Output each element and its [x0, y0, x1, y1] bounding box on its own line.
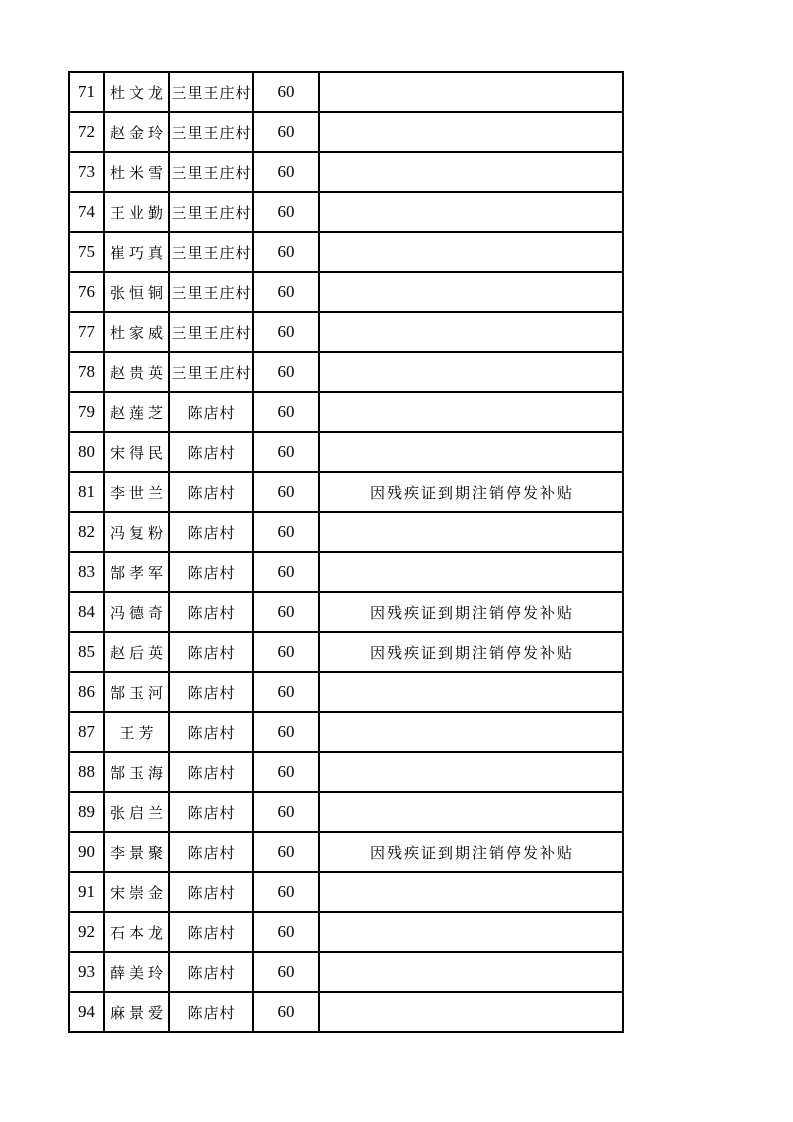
table-row: [69, 832, 623, 872]
amount-cell: 60: [253, 952, 319, 992]
remark-cell: 因残疾证到期注销停发补贴: [319, 832, 623, 872]
row-number-cell: 86: [69, 672, 104, 712]
name-cell: 杜文龙: [104, 72, 169, 112]
table-row: [69, 472, 623, 512]
name-cell: 杜家威: [104, 312, 169, 352]
remark-cell: [319, 872, 623, 912]
row-number-cell: 87: [69, 712, 104, 752]
row-number-cell: 78: [69, 352, 104, 392]
table-body: [69, 72, 623, 1032]
village-cell: 陈店村: [169, 912, 253, 952]
village-cell: 三里王庄村: [169, 192, 253, 232]
table-row: [69, 672, 623, 712]
village-cell: 陈店村: [169, 832, 253, 872]
row-number-cell: 74: [69, 192, 104, 232]
remark-cell: [319, 232, 623, 272]
table-row: [69, 72, 623, 112]
amount-cell: 60: [253, 832, 319, 872]
amount-cell: 60: [253, 432, 319, 472]
amount-cell: 60: [253, 272, 319, 312]
village-cell: 陈店村: [169, 592, 253, 632]
remark-cell: [319, 272, 623, 312]
name-cell: 石本龙: [104, 912, 169, 952]
remark-cell: [319, 72, 623, 112]
remark-cell: [319, 192, 623, 232]
amount-cell: 60: [253, 672, 319, 712]
amount-cell: 60: [253, 512, 319, 552]
village-cell: 陈店村: [169, 952, 253, 992]
remark-cell: [319, 512, 623, 552]
village-cell: 陈店村: [169, 632, 253, 672]
name-cell: 王芳: [104, 712, 169, 752]
amount-cell: 60: [253, 232, 319, 272]
amount-cell: 60: [253, 632, 319, 672]
remark-cell: [319, 552, 623, 592]
row-number-cell: 72: [69, 112, 104, 152]
amount-cell: 60: [253, 152, 319, 192]
remark-cell: [319, 792, 623, 832]
row-number-cell: 89: [69, 792, 104, 832]
village-cell: 陈店村: [169, 392, 253, 432]
amount-cell: 60: [253, 112, 319, 152]
row-number-cell: 90: [69, 832, 104, 872]
remark-cell: [319, 152, 623, 192]
remark-cell: [319, 712, 623, 752]
village-cell: 陈店村: [169, 752, 253, 792]
name-cell: 宋得民: [104, 432, 169, 472]
table-row: [69, 272, 623, 312]
remark-cell: [319, 912, 623, 952]
village-cell: 陈店村: [169, 672, 253, 712]
amount-cell: 60: [253, 472, 319, 512]
table-row: [69, 952, 623, 992]
remark-cell: [319, 952, 623, 992]
amount-cell: 60: [253, 552, 319, 592]
village-cell: 三里王庄村: [169, 312, 253, 352]
amount-cell: 60: [253, 992, 319, 1032]
remark-cell: [319, 432, 623, 472]
table-row: [69, 512, 623, 552]
table-row: [69, 152, 623, 192]
table-row: [69, 392, 623, 432]
table-row: [69, 432, 623, 472]
row-number-cell: 82: [69, 512, 104, 552]
row-number-cell: 73: [69, 152, 104, 192]
village-cell: 三里王庄村: [169, 112, 253, 152]
name-cell: 郜玉河: [104, 672, 169, 712]
amount-cell: 60: [253, 192, 319, 232]
table-row: [69, 872, 623, 912]
amount-cell: 60: [253, 752, 319, 792]
name-cell: 杜米雪: [104, 152, 169, 192]
name-cell: 王业勤: [104, 192, 169, 232]
row-number-cell: 83: [69, 552, 104, 592]
name-cell: 赵贵英: [104, 352, 169, 392]
amount-cell: 60: [253, 392, 319, 432]
table-row: [69, 232, 623, 272]
name-cell: 张启兰: [104, 792, 169, 832]
remark-cell: 因残疾证到期注销停发补贴: [319, 632, 623, 672]
remark-cell: [319, 992, 623, 1032]
row-number-cell: 84: [69, 592, 104, 632]
village-cell: 三里王庄村: [169, 152, 253, 192]
village-cell: 陈店村: [169, 792, 253, 832]
row-number-cell: 77: [69, 312, 104, 352]
name-cell: 宋崇金: [104, 872, 169, 912]
amount-cell: 60: [253, 312, 319, 352]
table-row: [69, 312, 623, 352]
table-row: [69, 792, 623, 832]
remark-cell: [319, 112, 623, 152]
row-number-cell: 76: [69, 272, 104, 312]
village-cell: 陈店村: [169, 472, 253, 512]
row-number-cell: 91: [69, 872, 104, 912]
village-cell: 三里王庄村: [169, 72, 253, 112]
name-cell: 李世兰: [104, 472, 169, 512]
row-number-cell: 92: [69, 912, 104, 952]
amount-cell: 60: [253, 792, 319, 832]
row-number-cell: 79: [69, 392, 104, 432]
name-cell: 赵后英: [104, 632, 169, 672]
village-cell: 陈店村: [169, 552, 253, 592]
name-cell: 郜孝军: [104, 552, 169, 592]
table-row: [69, 352, 623, 392]
table-row: [69, 912, 623, 952]
name-cell: 赵金玲: [104, 112, 169, 152]
row-number-cell: 81: [69, 472, 104, 512]
row-number-cell: 85: [69, 632, 104, 672]
village-cell: 三里王庄村: [169, 352, 253, 392]
remark-cell: [319, 752, 623, 792]
table-row: [69, 992, 623, 1032]
remark-cell: [319, 672, 623, 712]
name-cell: 郜玉海: [104, 752, 169, 792]
name-cell: 赵莲芝: [104, 392, 169, 432]
village-cell: 陈店村: [169, 512, 253, 552]
remark-cell: [319, 392, 623, 432]
name-cell: 崔巧真: [104, 232, 169, 272]
table-row: [69, 552, 623, 592]
table-row: [69, 592, 623, 632]
village-cell: 陈店村: [169, 872, 253, 912]
name-cell: 李景聚: [104, 832, 169, 872]
row-number-cell: 71: [69, 72, 104, 112]
row-number-cell: 75: [69, 232, 104, 272]
amount-cell: 60: [253, 912, 319, 952]
row-number-cell: 80: [69, 432, 104, 472]
name-cell: 薛美玲: [104, 952, 169, 992]
amount-cell: 60: [253, 352, 319, 392]
village-cell: 三里王庄村: [169, 232, 253, 272]
village-cell: 三里王庄村: [169, 272, 253, 312]
name-cell: 麻景爱: [104, 992, 169, 1032]
name-cell: 张恒铜: [104, 272, 169, 312]
table-row: [69, 752, 623, 792]
table-row: [69, 112, 623, 152]
table-row: [69, 192, 623, 232]
table-row: [69, 632, 623, 672]
remark-cell: 因残疾证到期注销停发补贴: [319, 592, 623, 632]
amount-cell: 60: [253, 872, 319, 912]
name-cell: 冯德奇: [104, 592, 169, 632]
remark-cell: [319, 312, 623, 352]
row-number-cell: 94: [69, 992, 104, 1032]
amount-cell: 60: [253, 712, 319, 752]
amount-cell: 60: [253, 592, 319, 632]
remark-cell: [319, 352, 623, 392]
village-cell: 陈店村: [169, 992, 253, 1032]
village-cell: 陈店村: [169, 432, 253, 472]
row-number-cell: 88: [69, 752, 104, 792]
remark-cell: 因残疾证到期注销停发补贴: [319, 472, 623, 512]
amount-cell: 60: [253, 72, 319, 112]
name-cell: 冯复粉: [104, 512, 169, 552]
subsidy-table: [68, 71, 624, 1033]
row-number-cell: 93: [69, 952, 104, 992]
village-cell: 陈店村: [169, 712, 253, 752]
table-row: [69, 712, 623, 752]
